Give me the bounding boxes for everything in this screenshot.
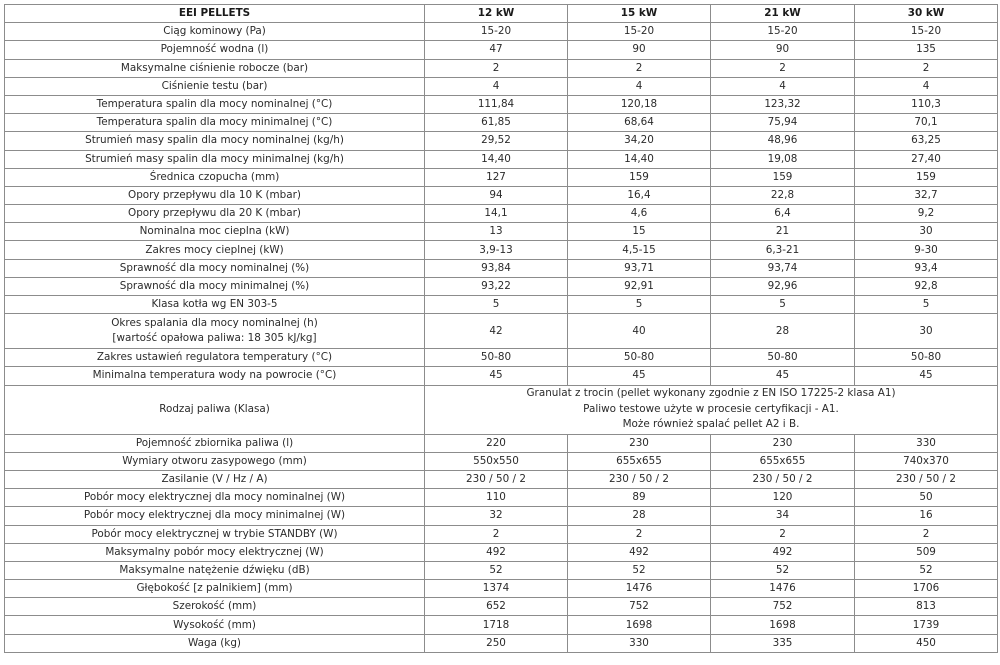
cell-value: 330 <box>568 634 711 652</box>
cell-value: 120,18 <box>568 95 711 113</box>
cell-value: 70,1 <box>855 114 998 132</box>
cell-value: 330 <box>855 434 998 452</box>
table-row <box>5 277 998 295</box>
cell-value: 230 / 50 / 2 <box>568 470 711 488</box>
fuel-label: Rodzaj paliwa (Klasa) <box>5 385 425 434</box>
cell-value: 15-20 <box>855 23 998 41</box>
cell-value: 159 <box>855 168 998 186</box>
table-row <box>5 367 998 385</box>
cell-value: 123,32 <box>711 95 855 113</box>
cell-value: 45 <box>711 367 855 385</box>
cell-value: 52 <box>568 561 711 579</box>
cell-value: 9,2 <box>855 205 998 223</box>
cell-value: 250 <box>425 634 568 652</box>
cell-value: 92,8 <box>855 277 998 295</box>
row-label: Pobór mocy elektrycznej dla mocy minimalnej (W) <box>5 507 425 525</box>
cell-value: 34 <box>711 507 855 525</box>
cell-value: 90 <box>711 41 855 59</box>
cell-value: 92,96 <box>711 277 855 295</box>
cell-value: 4 <box>568 77 711 95</box>
row-label: Klasa kotła wg EN 303-5 <box>5 296 425 314</box>
row-label: Opory przepływu dla 20 K (mbar) <box>5 205 425 223</box>
cell-value: 42 <box>425 314 568 349</box>
row-label: Zakres mocy cieplnej (kW) <box>5 241 425 259</box>
spec-table <box>4 4 998 653</box>
table-row <box>5 77 998 95</box>
row-label: Pojemność wodna (l) <box>5 41 425 59</box>
cell-value: 4 <box>855 77 998 95</box>
cell-value: 6,3-21 <box>711 241 855 259</box>
cell-value: 50-80 <box>855 349 998 367</box>
cell-value: 5 <box>425 296 568 314</box>
cell-value: 47 <box>425 41 568 59</box>
cell-value: 90 <box>568 41 711 59</box>
cell-value: 92,91 <box>568 277 711 295</box>
row-label: Opory przepływu dla 10 K (mbar) <box>5 186 425 204</box>
row-label <box>5 314 425 349</box>
table-row <box>5 186 998 204</box>
table-row <box>5 561 998 579</box>
cell-value: 110,3 <box>855 95 998 113</box>
table-row <box>5 132 998 150</box>
header-col-15kw: 15 kW <box>568 5 711 23</box>
row-label: Ciąg kominowy (Pa) <box>5 23 425 41</box>
cell-value: 1739 <box>855 616 998 634</box>
table-row <box>5 259 998 277</box>
row-label: Średnica czopucha (mm) <box>5 168 425 186</box>
cell-value: 3,9-13 <box>425 241 568 259</box>
cell-value: 492 <box>568 543 711 561</box>
spec-body-burn <box>5 314 998 349</box>
cell-value: 30 <box>855 223 998 241</box>
cell-value: 1706 <box>855 580 998 598</box>
row-label: Zakres ustawień regulatora temperatury (°C) <box>5 349 425 367</box>
table-row <box>5 114 998 132</box>
table-row <box>5 296 998 314</box>
cell-value: 93,71 <box>568 259 711 277</box>
table-row <box>5 598 998 616</box>
fuel-line-1: Granulat z trocin (pellet wykonany zgodnie z EN ISO 17225-2 klasa A1) <box>526 387 896 400</box>
cell-value: 135 <box>855 41 998 59</box>
cell-value: 159 <box>711 168 855 186</box>
cell-value: 61,85 <box>425 114 568 132</box>
cell-value: 16 <box>855 507 998 525</box>
cell-value: 52 <box>855 561 998 579</box>
cell-value: 159 <box>568 168 711 186</box>
cell-value: 50 <box>855 489 998 507</box>
cell-value: 230 <box>568 434 711 452</box>
row-label: Ciśnienie testu (bar) <box>5 77 425 95</box>
row-label: Zasilanie (V / Hz / A) <box>5 470 425 488</box>
cell-value: 29,52 <box>425 132 568 150</box>
cell-value: 45 <box>855 367 998 385</box>
cell-value: 28 <box>568 507 711 525</box>
row-label: Minimalna temperatura wody na powrocie (°C) <box>5 367 425 385</box>
cell-value: 15-20 <box>425 23 568 41</box>
cell-value: 492 <box>711 543 855 561</box>
cell-value: 335 <box>711 634 855 652</box>
cell-value: 50-80 <box>425 349 568 367</box>
table-row <box>5 543 998 561</box>
cell-value: 14,1 <box>425 205 568 223</box>
cell-value: 509 <box>855 543 998 561</box>
row-label: Strumień masy spalin dla mocy nominalnej (kg/h) <box>5 132 425 150</box>
row-label: Sprawność dla mocy minimalnej (%) <box>5 277 425 295</box>
cell-value: 5 <box>855 296 998 314</box>
cell-value: 4,5-15 <box>568 241 711 259</box>
cell-value: 230 / 50 / 2 <box>855 470 998 488</box>
header-row <box>5 5 998 23</box>
cell-value: 93,74 <box>711 259 855 277</box>
cell-value: 34,20 <box>568 132 711 150</box>
cell-value: 28 <box>711 314 855 349</box>
cell-value: 52 <box>711 561 855 579</box>
cell-value: 752 <box>711 598 855 616</box>
cell-value: 813 <box>855 598 998 616</box>
table-row <box>5 385 998 434</box>
fuel-line-2: Paliwo testowe użyte w procesie certyfikacji - A1. <box>583 402 839 415</box>
table-row <box>5 95 998 113</box>
cell-value: 16,4 <box>568 186 711 204</box>
spec-body-1 <box>5 23 998 314</box>
row-label: Wysokość (mm) <box>5 616 425 634</box>
cell-value: 652 <box>425 598 568 616</box>
cell-value: 1698 <box>568 616 711 634</box>
cell-value: 4 <box>425 77 568 95</box>
cell-value: 655x655 <box>711 452 855 470</box>
table-row <box>5 525 998 543</box>
cell-value: 50-80 <box>711 349 855 367</box>
table-row <box>5 452 998 470</box>
cell-value: 5 <box>568 296 711 314</box>
table-row <box>5 23 998 41</box>
cell-value: 19,08 <box>711 150 855 168</box>
cell-value: 9-30 <box>855 241 998 259</box>
table-row <box>5 241 998 259</box>
table-row <box>5 59 998 77</box>
spec-body-fuel <box>5 385 998 434</box>
table-row <box>5 168 998 186</box>
cell-value: 4 <box>711 77 855 95</box>
cell-value: 14,40 <box>568 150 711 168</box>
row-label: Temperatura spalin dla mocy nominalnej (°C) <box>5 95 425 113</box>
cell-value: 2 <box>711 59 855 77</box>
cell-value: 27,40 <box>855 150 998 168</box>
cell-value: 2 <box>855 59 998 77</box>
table-row <box>5 205 998 223</box>
cell-value: 2 <box>855 525 998 543</box>
cell-value: 32,7 <box>855 186 998 204</box>
fuel-description <box>425 385 998 434</box>
cell-value: 15 <box>568 223 711 241</box>
cell-value: 68,64 <box>568 114 711 132</box>
row-label: Maksymalne natężenie dźwięku (dB) <box>5 561 425 579</box>
cell-value: 30 <box>855 314 998 349</box>
row-label: Sprawność dla mocy nominalnej (%) <box>5 259 425 277</box>
cell-value: 1718 <box>425 616 568 634</box>
cell-value: 5 <box>711 296 855 314</box>
table-row <box>5 349 998 367</box>
cell-value: 110 <box>425 489 568 507</box>
cell-value: 1374 <box>425 580 568 598</box>
row-label: Maksymalny pobór mocy elektrycznej (W) <box>5 543 425 561</box>
cell-value: 1476 <box>568 580 711 598</box>
cell-value: 32 <box>425 507 568 525</box>
table-row <box>5 41 998 59</box>
cell-value: 230 <box>711 434 855 452</box>
cell-value: 93,4 <box>855 259 998 277</box>
cell-value: 50-80 <box>568 349 711 367</box>
table-row <box>5 580 998 598</box>
row-label: Szerokość (mm) <box>5 598 425 616</box>
burn-label-line2: [wartość opałowa paliwa: 18 305 kJ/kg] <box>112 332 317 345</box>
cell-value: 93,84 <box>425 259 568 277</box>
cell-value: 52 <box>425 561 568 579</box>
table-row <box>5 223 998 241</box>
cell-value: 93,22 <box>425 277 568 295</box>
cell-value: 1698 <box>711 616 855 634</box>
row-label: Nominalna moc cieplna (kW) <box>5 223 425 241</box>
row-label: Pobór mocy elektrycznej w trybie STANDBY (W) <box>5 525 425 543</box>
cell-value: 740x370 <box>855 452 998 470</box>
cell-value: 45 <box>425 367 568 385</box>
header-col-21kw: 21 kW <box>711 5 855 23</box>
row-label: Waga (kg) <box>5 634 425 652</box>
cell-value: 63,25 <box>855 132 998 150</box>
fuel-line-3: Może również spalać pellet A2 i B. <box>622 418 800 431</box>
cell-value: 6,4 <box>711 205 855 223</box>
cell-value: 21 <box>711 223 855 241</box>
row-label: Pobór mocy elektrycznej dla mocy nominalnej (W) <box>5 489 425 507</box>
row-label: Maksymalne ciśnienie robocze (bar) <box>5 59 425 77</box>
spec-body-3 <box>5 434 998 652</box>
cell-value: 2 <box>425 59 568 77</box>
cell-value: 230 / 50 / 2 <box>711 470 855 488</box>
row-label: Strumień masy spalin dla mocy minimalnej (kg/h) <box>5 150 425 168</box>
spec-body-2 <box>5 349 998 385</box>
cell-value: 220 <box>425 434 568 452</box>
table-row <box>5 150 998 168</box>
table-row <box>5 634 998 652</box>
cell-value: 48,96 <box>711 132 855 150</box>
cell-value: 15-20 <box>711 23 855 41</box>
header-col-30kw: 30 kW <box>855 5 998 23</box>
cell-value: 2 <box>711 525 855 543</box>
cell-value: 94 <box>425 186 568 204</box>
cell-value: 492 <box>425 543 568 561</box>
cell-value: 89 <box>568 489 711 507</box>
cell-value: 2 <box>568 59 711 77</box>
table-row <box>5 434 998 452</box>
cell-value: 550x550 <box>425 452 568 470</box>
header-col-12kw: 12 kW <box>425 5 568 23</box>
cell-value: 111,84 <box>425 95 568 113</box>
cell-value: 22,8 <box>711 186 855 204</box>
table-row <box>5 616 998 634</box>
cell-value: 2 <box>568 525 711 543</box>
cell-value: 1476 <box>711 580 855 598</box>
cell-value: 120 <box>711 489 855 507</box>
table-row <box>5 489 998 507</box>
cell-value: 45 <box>568 367 711 385</box>
cell-value: 4,6 <box>568 205 711 223</box>
row-label: Wymiary otworu zasypowego (mm) <box>5 452 425 470</box>
burn-label-line1: Okres spalania dla mocy nominalnej (h) <box>111 317 318 330</box>
cell-value: 127 <box>425 168 568 186</box>
cell-value: 75,94 <box>711 114 855 132</box>
cell-value: 13 <box>425 223 568 241</box>
cell-value: 2 <box>425 525 568 543</box>
cell-value: 230 / 50 / 2 <box>425 470 568 488</box>
cell-value: 655x655 <box>568 452 711 470</box>
row-label: Temperatura spalin dla mocy minimalnej (°C) <box>5 114 425 132</box>
cell-value: 752 <box>568 598 711 616</box>
row-label: Pojemność zbiornika paliwa (l) <box>5 434 425 452</box>
row-label: Głębokość [z palnikiem] (mm) <box>5 580 425 598</box>
cell-value: 15-20 <box>568 23 711 41</box>
cell-value: 450 <box>855 634 998 652</box>
table-row <box>5 314 998 349</box>
header-title: EEI PELLETS <box>5 5 425 23</box>
cell-value: 40 <box>568 314 711 349</box>
cell-value: 14,40 <box>425 150 568 168</box>
table-row <box>5 470 998 488</box>
table-row <box>5 507 998 525</box>
